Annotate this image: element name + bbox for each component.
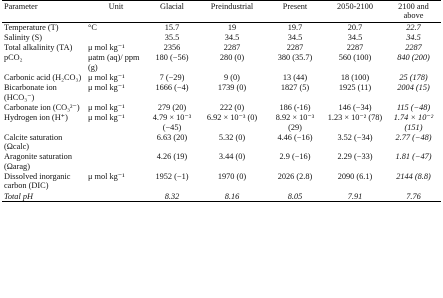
parameter-cell: Aragonite saturation (Ωarag) (4, 152, 72, 171)
value-cell-preindustrial: 1739 (0) (217, 83, 247, 93)
value-cell-2100-and-above: 2004 (15) (397, 83, 430, 93)
value-cell-preindustrial: 6.92 × 10⁻³ (0) (206, 113, 258, 123)
value-cell-glacial: 35.5 (164, 32, 180, 42)
unit-cell: μ mol kg⁻¹ (88, 83, 125, 93)
value-cell-2050-2100: 560 (100) (338, 53, 372, 63)
value-cell-glacial: 279 (20) (157, 102, 187, 112)
value-cell-present: 19.7 (287, 22, 303, 32)
parameter-cell: Bicarbonate ion (HCO₃⁻) (4, 83, 57, 102)
value-cell-preindustrial: 34.5 (224, 32, 240, 42)
value-cell-2050-2100: 34.5 (347, 32, 363, 42)
parameter-cell: Total pH (2, 191, 86, 202)
column-header-parameter: Parameter (2, 1, 86, 23)
parameter-cell: Carbonate ion (CO₃²⁻) (4, 102, 80, 112)
ocean-carbonate-table (2, 0, 441, 202)
value-cell-present: 2.9 (−16) (279, 152, 311, 162)
value-cell-2050-2100: 146 (−34) (338, 102, 372, 112)
column-header-2050-2100: 2050-2100 (324, 1, 386, 23)
value-cell-glacial: 6.63 (20) (156, 132, 188, 142)
value-cell-preindustrial: 280 (0) (219, 53, 245, 63)
table-row (2, 22, 441, 32)
unit-cell: μ mol kg⁻¹ (88, 43, 125, 53)
value-cell-preindustrial: 2287 (223, 43, 241, 53)
unit-cell: μ mol kg⁻¹ (88, 73, 125, 83)
parameter-cell: Dissolved inorganic carbon (DIC) (4, 172, 71, 191)
table-row (2, 32, 441, 42)
value-cell-present: 1827 (5) (280, 83, 310, 93)
value-cell-2100-and-above: 2287 (405, 43, 422, 53)
unit-cell: μatm (aq)/ ppm (g) (88, 53, 140, 72)
column-header-2100-and-above: 2100 and above (386, 1, 441, 23)
value-cell-2050-2100: 2.29 (−33) (337, 152, 373, 162)
value-cell-present: 8.92 × 10⁻³ (29) (275, 113, 315, 132)
unit-cell: μ mol kg⁻¹ (88, 172, 125, 182)
value-cell-2100-and-above: 22.7 (406, 22, 421, 32)
unit-cell (86, 191, 146, 202)
value-cell-glacial: 7 (−29) (159, 73, 185, 83)
value-cell-preindustrial: 1970 (0) (217, 172, 247, 182)
table-row (2, 42, 441, 52)
value-cell-2050-2100: 2090 (6.1) (337, 172, 373, 182)
value-cell-2050-2100: 1925 (11) (338, 83, 372, 93)
table-row (2, 82, 441, 102)
parameter-cell: pCO₂ (4, 53, 23, 63)
parameter-cell: Calcite saturation (Ωcalc) (4, 132, 63, 152)
parameter-cell: Carbonic acid (H₂CO₃) (4, 73, 82, 83)
unit-cell (86, 32, 146, 42)
value-cell-2100-and-above: 840 (200) (397, 53, 430, 63)
unit-cell: μ mol kg⁻¹ (88, 102, 125, 112)
table-row (2, 171, 441, 191)
value-cell-2100-and-above: 7.76 (386, 191, 441, 202)
table-row (2, 52, 441, 72)
value-cell-present: 2026 (2.8) (277, 172, 313, 182)
value-cell-glacial: 1666 (−4) (155, 83, 189, 93)
column-header-preindustrial: Preindustrial (198, 1, 266, 23)
value-cell-2050-2100: 20.7 (347, 22, 363, 32)
table-row (2, 72, 441, 82)
value-cell-glacial: 1952 (−1) (155, 172, 189, 182)
value-cell-preindustrial: 8.16 (198, 191, 266, 202)
value-cell-preindustrial: 5.32 (0) (218, 132, 246, 142)
value-cell-glacial: 4.26 (19) (156, 152, 188, 162)
table-row (2, 151, 441, 171)
value-cell-present: 34.5 (287, 32, 303, 42)
value-cell-2050-2100: 2287 (346, 43, 364, 53)
value-cell-preindustrial: 19 (227, 22, 237, 32)
value-cell-2050-2100: 1.23 × 10⁻² (78) (327, 113, 383, 123)
table-row (2, 112, 441, 132)
unit-cell (86, 151, 146, 171)
value-cell-present: 2287 (286, 43, 304, 53)
value-cell-2100-and-above: 34.5 (406, 32, 421, 42)
value-cell-present: 186 (-16) (279, 102, 311, 112)
parameter-cell: Total alkalinity (TA) (4, 43, 73, 53)
value-cell-2100-and-above: 25 (178) (399, 73, 428, 83)
table-row (2, 102, 441, 112)
value-cell-2100-and-above: 115 (−48) (396, 102, 431, 112)
value-cell-2050-2100: 18 (100) (340, 73, 370, 83)
value-cell-glacial: 15.7 (164, 22, 180, 32)
value-cell-2050-2100: 3.52 (−34) (337, 132, 373, 142)
value-cell-present: 380 (35.7) (277, 53, 313, 63)
unit-cell (86, 132, 146, 152)
value-cell-present: 4.46 (−16) (277, 132, 313, 142)
table-row (2, 191, 441, 202)
value-cell-preindustrial: 222 (0) (219, 102, 245, 112)
table-body (2, 22, 441, 201)
value-cell-preindustrial: 3.44 (0) (218, 152, 246, 162)
column-header-glacial: Glacial (146, 1, 198, 23)
value-cell-2100-and-above: 1.81 (−47) (395, 152, 432, 162)
value-cell-2100-and-above: 1.74 × 10⁻² (151) (393, 113, 434, 132)
value-cell-glacial: 2356 (163, 43, 181, 53)
table-row (2, 132, 441, 152)
parameter-cell: Temperature (T) (4, 22, 59, 32)
column-header-present: Present (266, 1, 324, 23)
column-header-unit: Unit (86, 1, 146, 23)
value-cell-glacial: 180 (−56) (155, 53, 189, 63)
value-cell-present: 8.05 (266, 191, 324, 202)
unit-cell: μ mol kg⁻¹ (88, 113, 125, 123)
value-cell-glacial: 4.79 × 10⁻³ (−45) (152, 113, 192, 132)
value-cell-glacial: 8.32 (146, 191, 198, 202)
table-header-row (2, 1, 441, 23)
value-cell-2050-2100: 7.91 (324, 191, 386, 202)
value-cell-present: 13 (44) (282, 73, 308, 83)
value-cell-2100-and-above: 2.77 (−48) (395, 132, 432, 142)
parameter-cell: Salinity (S) (4, 32, 43, 42)
value-cell-2100-and-above: 2144 (8.8) (396, 172, 431, 182)
parameter-cell: Hydrogen ion (H⁺) (4, 113, 68, 123)
value-cell-preindustrial: 9 (0) (224, 73, 240, 83)
unit-cell: °C (88, 22, 97, 32)
